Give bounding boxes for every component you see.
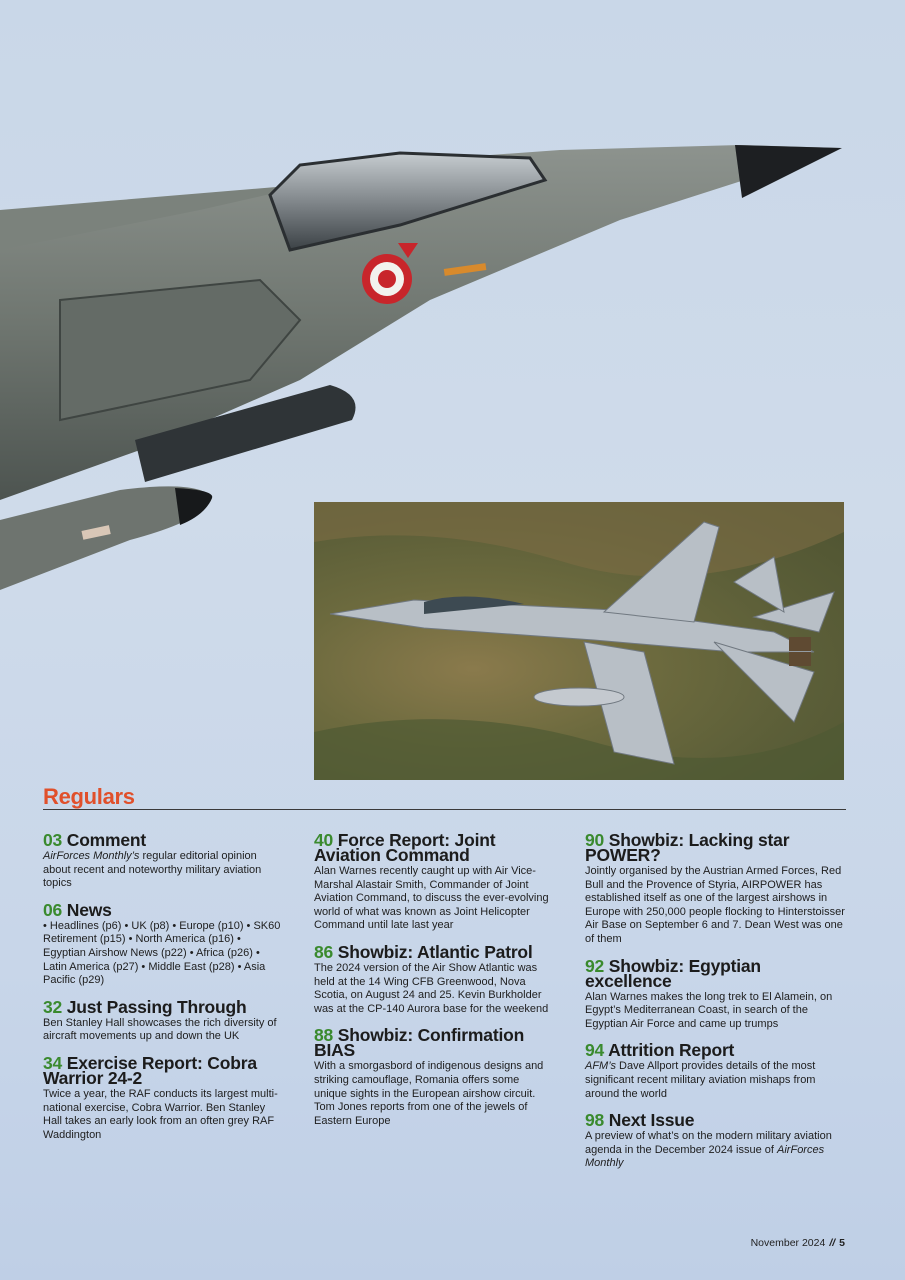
entry-title-text: Showbiz: Egyptian excellence	[585, 955, 761, 991]
contents-entry[interactable]	[43, 996, 283, 1044]
entry-description	[43, 850, 283, 891]
entry-body: Twice a year, the RAF conducts its largest multi-national exercise, Cobra Warrior. Ben Stanley Hall takes an early look from an often grey RAF Waddington	[43, 1087, 278, 1141]
entry-body: Ben Stanley Hall showcases the rich diversity of aircraft movements up and down the UK	[43, 1016, 277, 1043]
entry-description	[314, 962, 554, 1016]
entry-description	[585, 865, 848, 947]
entry-title-text: Showbiz: Atlantic Patrol	[337, 941, 533, 962]
entry-title	[43, 1052, 283, 1088]
entry-title	[314, 941, 554, 962]
entry-title-text: News	[66, 899, 112, 920]
entry-body: regular editorial opinion about recent and noteworthy military aviation topics	[43, 850, 262, 890]
entry-page-number: 34	[43, 1052, 63, 1073]
section-heading: Regulars	[43, 784, 135, 809]
entry-body: With a smorgasbord of indigenous designs and striking camouflage, Romania offers some unique sights in the European airshow circuit. Tom Jones reports from one of the jewels of Eastern Europe	[314, 1060, 544, 1127]
entry-page-number: 06	[43, 899, 63, 920]
contents-entry[interactable]	[314, 1025, 554, 1128]
entry-title	[585, 1110, 848, 1131]
entry-page-number: 92	[585, 955, 605, 976]
contents-entry[interactable]	[585, 1110, 848, 1171]
entry-title	[585, 1040, 848, 1061]
entry-title	[585, 830, 848, 865]
entry-title-text: Showbiz: Lacking star POWER?	[585, 830, 790, 865]
entry-body: Jointly organised by the Austrian Armed Forces, Red Bull and the Provence of Styria, AIRPOWER has established itself as one of the largest airshows in Europe with 250,000 people flocking to Hinterstoisser Air Base on September 6 and 7. Dean West was one of them	[585, 865, 845, 945]
contents-entry[interactable]	[43, 899, 283, 988]
entry-page-number: 86	[314, 941, 334, 962]
entry-description	[314, 865, 554, 933]
footer-separator: //	[829, 1237, 836, 1249]
entry-description	[314, 1060, 554, 1128]
contents-entry[interactable]	[585, 830, 848, 947]
entry-body: Dave Allport provides details of the most significant recent military aviation mishaps from around the world	[585, 1060, 816, 1100]
entry-description	[43, 1088, 283, 1142]
entry-page-number: 03	[43, 830, 63, 850]
entry-page-number: 94	[585, 1040, 605, 1061]
entry-page-number: 40	[314, 830, 334, 850]
entry-page-number: 88	[314, 1025, 334, 1046]
divider	[43, 809, 846, 810]
entry-body: Alan Warnes makes the long trek to El Alamein, on Egypt’s Mediterranean Coast, in search of the Egyptian Air Force and came up trumps	[585, 990, 833, 1030]
entry-description	[43, 1017, 283, 1044]
entry-description	[585, 1060, 848, 1101]
entry-body: • Headlines (p6) • UK (p8) • Europe (p10) • SK60 Retirement (p15) • North America (p16) • Egyptian Airshow News (p22) • Africa (p26) • Latin America (p27) • Middle East (p28) • Asia Pacific (p29)	[43, 919, 281, 987]
entry-description	[585, 1130, 848, 1171]
contents-entry[interactable]	[43, 830, 283, 891]
inset-hornet-photo	[314, 502, 844, 780]
page-number: 5	[839, 1237, 845, 1249]
entry-title	[43, 899, 283, 920]
entry-italic: AirForces Monthly	[585, 1143, 825, 1170]
contents-entry[interactable]	[43, 1052, 283, 1142]
entry-title-text: Showbiz: Confirmation BIAS	[314, 1025, 525, 1061]
entry-body: A preview of what’s on the modern military aviation agenda in the December 2024 issue of	[585, 1130, 832, 1156]
entry-title	[314, 830, 554, 865]
contents-entry[interactable]	[314, 830, 554, 933]
entry-italic: AirForces Monthly’s	[43, 850, 140, 862]
entry-description	[585, 991, 848, 1032]
entry-title	[314, 1025, 554, 1061]
entry-description	[43, 920, 283, 988]
contents-column-2	[314, 830, 554, 1140]
contents-column-3	[585, 830, 848, 1183]
entry-title-text: Just Passing Through	[66, 996, 247, 1017]
entry-title-text: Attrition Report	[608, 1040, 735, 1061]
entry-title-text: Comment	[66, 830, 147, 850]
contents-entry[interactable]	[314, 941, 554, 1016]
page-footer	[751, 1237, 845, 1249]
contents-entry[interactable]	[585, 955, 848, 1032]
entry-title	[43, 830, 283, 850]
entry-title-text: Exercise Report: Cobra Warrior 24-2	[43, 1052, 257, 1088]
contents-column-1	[43, 830, 283, 1154]
issue-date: November 2024	[750, 1237, 826, 1249]
entry-body: The 2024 version of the Air Show Atlantic was held at the 14 Wing CFB Greenwood, Nova Scotia, on August 24 and 25. Kevin Burkholder was at the CP-140 Aurora base for the weekend	[314, 961, 549, 1015]
entry-italic: AFM’s	[585, 1060, 616, 1073]
entry-title-text: Next Issue	[608, 1110, 695, 1131]
entry-page-number: 90	[585, 830, 605, 850]
entry-body: Alan Warnes recently caught up with Air Vice-Marshal Alastair Smith, Commander of Joint Aviation Command, to discuss the ever-evolving world of what was known as Joint Helicopter Command until late last year	[314, 865, 549, 932]
entry-title	[43, 996, 283, 1017]
entry-page-number: 98	[585, 1110, 605, 1131]
entry-title-text: Force Report: Joint Aviation Command	[314, 830, 496, 865]
entry-title	[585, 955, 848, 991]
contents-entry[interactable]	[585, 1040, 848, 1101]
entry-page-number: 32	[43, 996, 63, 1017]
